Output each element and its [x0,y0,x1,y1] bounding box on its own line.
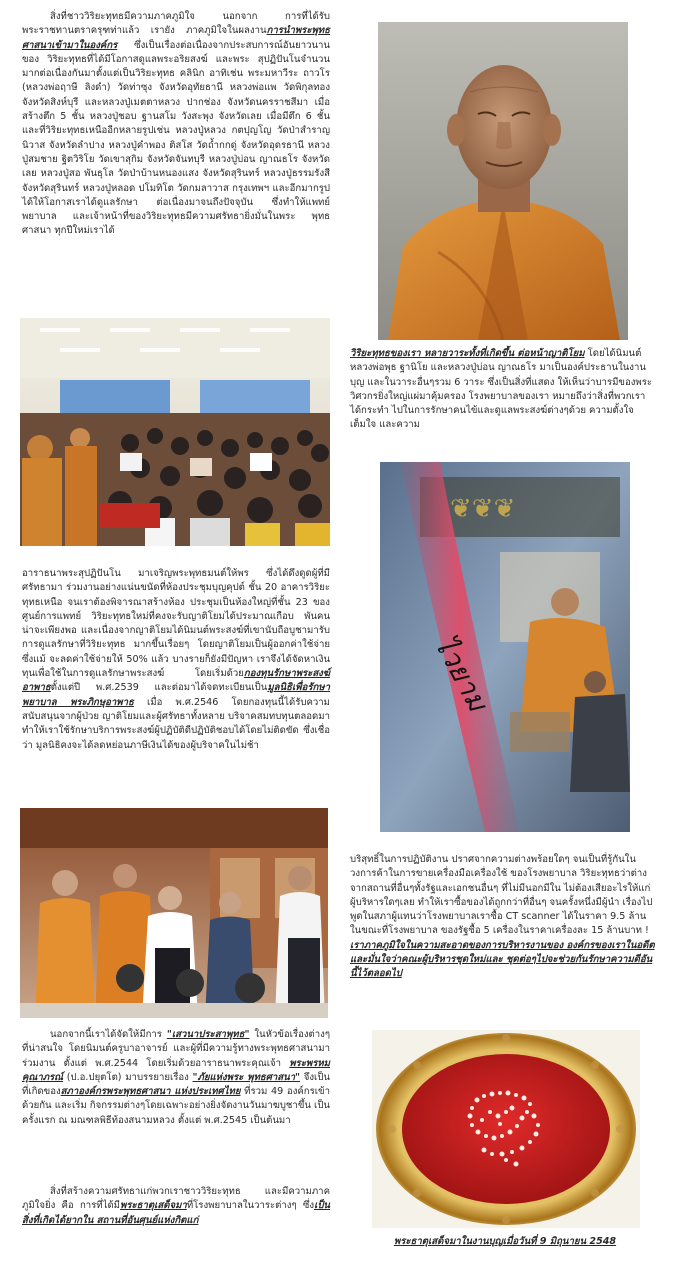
svg-text:❦❦❦: ❦❦❦ [450,494,516,524]
p3-g: จึงเป็นที่เกิดของ [22,1071,330,1098]
p3-i: ที่รวม 49 องค์กรเข้าด้วยกัน และเริ่ม กิจกรรมต่างๆโดยเฉพาะอย่างยิ่งจัดงานวันมาฆบูชาขึ้น เป็นครั้งแรก ณ มณฑลพิธีท้องสนามหลวง ตั้งแต่ พ.ศ.2545 เป็นต้นมา [22,1086,330,1126]
intro-text-c: ซึ่งเป็นเรื่องต่อเนื่องจากประสบการณ์อันยาวนานของ วิริยะทุทธที่ได้มีโอกาสดูแลพระอริยสงฆ์ และพระ สุปฏิปันโนจำนวนมากต่อเนื่องกันมาตั้งแต่เป็นวิริยะทุทธ คลินิก อาทิเช่น พระมหาวีระ ถาวโร (หลวงพ่อฤาษี ลิงดำ) วัดท่าซุง จังหวัดอุทัยธานี หลวงพ่อแพ วัดพิกุลทอง จังหวัดสิงห์บุรี และหลวงปู่เมตตาหลวง ปากช่อง จังหวัดนครราชสีมา เมื่อสร้างตึก 5 ชั้น หลวงปู่ชอบ ฐานสโม วังสะพุง จังหวัดเลย เมื่อมีตึก 6 ชั้น และที่วิริยะทุทธเหนืออีกหลายรูปเช่น หลวงปู่หลวง กตปุญโญ วัดป่าสำราญนิวาส จังหวัดลำปาง หลวงปู่คำพอง ติสโส วัดถ้ำกกดู่ จังหวัดอุดรธานี หลวงปู่สมชาย ฐิตวิริโย วัดเขาสุกิม จังหวัดจันทบุรี หลวงปู่บ่อน ญาณธโร จังหวัดเลย หลวงปู่สอ พันธุโล วัดป่าบ้านหนองแสง จังหวัดสุรินทร์ หลวงปู่ธรรมรังสี จังหวัดสุรินทร์ หลวงปู่หลอด ปโมทิโต วัดกมลาวาส กรุงเทพฯ และอีกมากรูปได้ให้โอกาสเราได้ดูแลรักษา ต่อเนื่องมาจนถึงปัจจุบัน ซึ่งทำให้แพทย์ พยาบาล และเจ้าหน้าที่ของวิริยะทุทธมีความศรัทธายิ่งมั่นในพระ พุทธศาสนา ทุกปีใหม่เราได้ [22,39,330,237]
intro-paragraph [22,10,330,239]
caption1-body: โดยได้นิมนต์หลวงพ่อพุธ ฐานิโย และหลวงปู่บ่อน ญาณธโร มาเป็นองค์ประธานในงาน บุญ และในวาระอื่นๆรวม 6 วาระ ซึ่งเป็นสิ่งที่แสดง ให้เห็นว่าบารมีของพระวิศวกรยิ่งใหญ่แผ่มาคุ้มครอง โรงพยาบาลของเรา หมายถึงว่าสิ่งที่พวกเราได้กระทำ ไปในการรักษาคนไข้และดูแลพระสงฆ์ต่างๆด้วย ความตั้งใจ เต็มใจ และความ [350,348,653,431]
p4-d: เป็นสิ่งที่เกิดได้ยากใน สถานที่อันศุนย์แห่งกิตแก่ [22,1200,330,1226]
ceremony-hall-photo [20,318,330,546]
dialogue-paragraph [22,1028,330,1128]
fund-text-c: ตั้งแต่ปี พ.ศ.2539 และต่อมาได้จดทะเบียนเป็น [50,682,268,694]
p3-f: "ภัยแห่งพระ พุทธศาสนา" [192,1071,301,1083]
p4-c: ที่โรงพยาบาลในวาระต่างๆ ซึ่ง [186,1200,315,1212]
ritual-blessing-photo [380,462,630,832]
fund-highlight-2: มูลนิธิเพื่อรักษาพยาบาล พระภิกษุอาพาธ [22,682,330,708]
caption2-text: บริสุทธิ์ในการปฏิบัติงาน ปราศจากความต่างพร้อยใดๆ จนเป็นที่รู้กันในวงการค้าในการขายเครื่องมือเครื่องใช้ ของโรงพยาบาล วิริยะทุทธว่าต่างจากสถานที่อื่นๆทั้งรัฐและเอกชนอื่นๆ ที่ไม่มีนอกมีใน ไม่ต้องเสียอะไรให้แก่ผู้บริหารใดๆเลย ทำให้เราซื้อของได้ถูกกว่าที่อื่นๆ จนครั้งหนึ่งมีผู้นำ เรื่องไปพูดในสภาผู้แทนว่าโรงพยาบาลเราซื้อ CT scanner ได้ในราคา 9.5 ล้านในขณะที่โรงพยาบาล ของรัฐซื้อ 5 เครื่องในราคาเครื่องละ 15 ล้านบาท ! [350,854,653,937]
monk-portrait-photo [378,22,628,340]
p3-e: (ป.อ.ปยุตโต) มาบรรยายเรื่อง [63,1071,193,1083]
p4-b: พระธาตุเสด็จมา [120,1200,187,1212]
intro-text-a: สิ่งที่ชาววิริยะทุทธมีความภาคภูมิใจ นอกจาก การที่ได้รับพระราชทานตราครุฑท่าแล้ว เรายัง ภาคภูมิใจในผลงาน [22,11,330,37]
monks-visit-photo [20,808,328,1018]
caption2-highlight: เราภาคภูมิใจในความสะอาดของการบริหารงานของ องค์กรของเราในอดีต และมั่นใจว่าคณะผู้บริหารชุดใหม่และ ชุดต่อๆไปจะช่วยกันรักษาความดีอันนี้ไว้ตลอดไป [350,939,655,980]
p3-h: สภาองค์กรพระพุทธศาสนา แห่งประเทศไทย [60,1086,241,1098]
fund-text-e: เมื่อ พ.ศ.2546 โดยกองทุนนี้ได้รับความ สนับสนุนจากผู้ป่วย ญาติโยมและผู้ศรัทธาทั้งหลาย บริจาคสมทบทุนตลอดมา ทำให้เราใช้รักษาบริการพระสงฆ์ผู้ปฏิบัติดีปฏิบัติชอบได้โดยไม่ติดขัด ซึ่งเชื่อว่า มูลนิธิคงจะได้ลดหย่อนภาษีเงินได้ของผู้บริจาคในไม่ช้า [22,696,330,751]
monk-portrait-caption [350,347,655,433]
p4-a: สิ่งที่สร้างความศรัทธาแก่พวกเราชาววิริยะทุทธ และมีความภาคภูมิใจยิ่ง คือ การที่ได้มี [22,1186,330,1212]
relic-paragraph [22,1185,330,1228]
p3-b: "เสวนาประสาพุทธ" [166,1029,250,1040]
relic-plate-photo [372,1030,640,1228]
procurement-caption [350,853,655,982]
ink-mark: ไวยาม [427,630,495,717]
fund-highlight-1: กองทุนรักษาพระสงฆ์อาพาธ [22,668,330,694]
p3-a: นอกจากนี้เราได้จัดให้มีการ [50,1029,167,1040]
caption1-heading: วิริยะทุทธของเรา หลายวาระทั้งที่เกิดขึ้น ต่อหน้าญาติโยม [350,348,585,359]
relic-caption: พระธาตุเสด็จมาในงานบุญเมื่อวันที่ 9 มิถุนายน 2548 [393,1236,617,1247]
p3-c: ในหัวข้อเรื่องต่างๆที่น่าสนใจ โดยนิมนต์ครูบาอาจารย์ และผู้ที่มีความรู้ทางพระพุทธศาสนามาร่วมงาน ตั้งแต่ พ.ศ.2544 โดยเริ่มด้วยอาราธนาพระคุณเจ้า [22,1029,330,1069]
p3-d: พระพรหม คุณาภรณ์ [22,1057,330,1083]
intro-highlight: การนำพระพุทธศาสนาเข้ามาในองค์กร [22,25,330,51]
fund-paragraph [22,567,330,753]
fund-text-a: อาราธนาพระสุปฏิปันโน มาเจริญพระพุทธมนต์ให้พร ซึ่งได้ดึงดูดผู้ที่มีศรัทธามา ร่วมงานอย่างแน่นขนัดที่ห้องประชุมบุญคุปต์ ชั้น 20 อาคารวิริยะทุทธเหนือ จนเราต้องพิจารณาสร้างห้อง ประชุมเป็นห้องใหญ่ที่ชั้น 23 ของศูนย์การแพทย์ วิริยะทุทธใหม่ที่คงจะรับญาติโยมได้ประมาณเกือบ พันคน น่าจะเพียงพอ และเนื่องจากญาติโยมได้นิมนต์พระสงฆ์ที่เขานับถือบูชามารับการดูแลรักษาที่วิริยะทุทธ มากขึ้นเรื่อยๆ โดยญาติโยมเป็นผู้ออกค่าใช้จ่าย ซึ่งแม้ จะลดค่าใช้จ่ายให้ 50% แล้ว บางรายก็ยังมีปัญหา เราจึงได้จัดหาเงินทุนเพื่อใช้ในการดูแลรักษาพระสงฆ์ โดยเริ่มด้วย [22,568,330,680]
